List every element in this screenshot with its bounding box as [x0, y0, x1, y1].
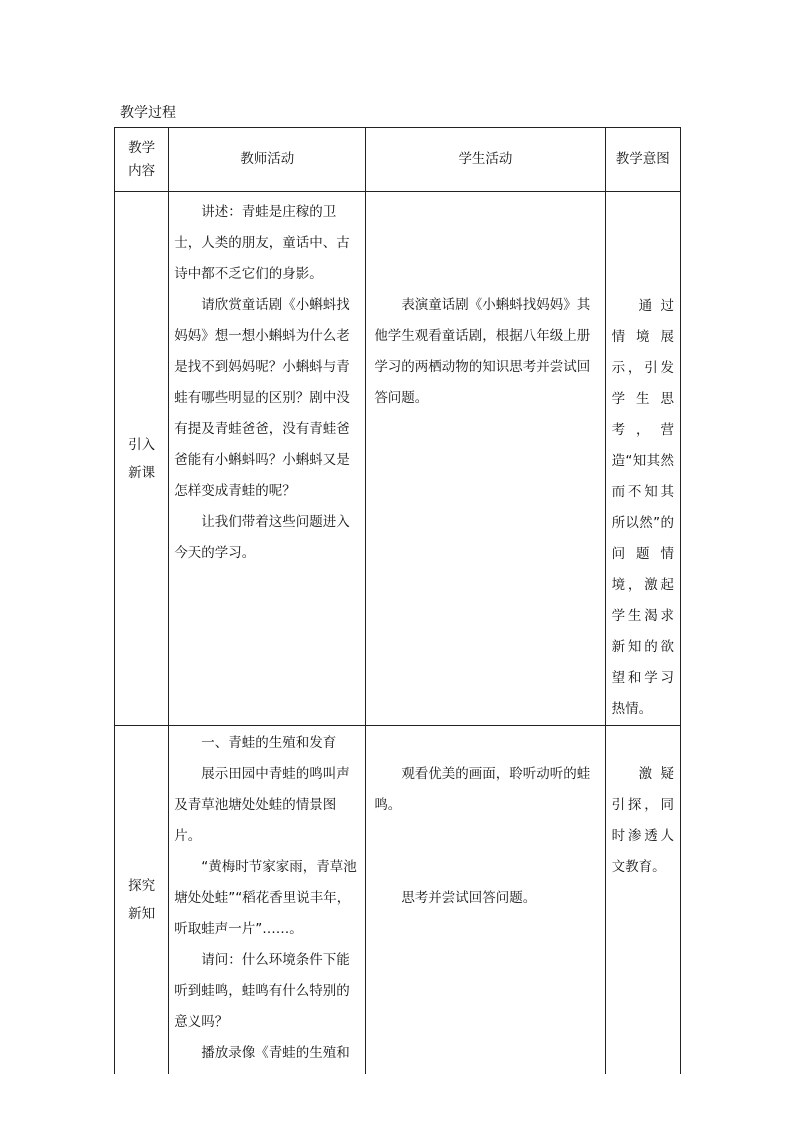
teacher-activity-cell: [169, 192, 366, 726]
header-teacher: 教师活动: [169, 128, 366, 192]
student-paragraph: 思考并尝试回答问题。: [401, 890, 537, 906]
teacher-paragraph: 让我们带着这些问题进入今天的学习。: [174, 514, 350, 561]
intent-text: 通过情境展示，引发学生思考，营造“知其然而不知其所以然”的问题情境，激起学生渴求新知的欲望和学习热情。: [611, 298, 674, 717]
teacher-paragraph: “黄梅时节家家雨，青草池塘处处蛙”“稻花香里说丰年，听取蛙声一片”……。: [174, 859, 357, 937]
table-row: [115, 726, 681, 1075]
teacher-paragraph: 展示田园中青蛙的鸣叫声及青草池塘处处蛙的情景图片。: [174, 766, 350, 844]
table-header-row: [115, 128, 681, 192]
table-row: [115, 192, 681, 726]
teacher-paragraph: 请欣赏童话剧《小蝌蚪找妈妈》想一想小蝌蚪为什么老是找不到妈妈呢？小蝌蚪与青蛙有哪些明显的区别？剧中没有提及青蛙爸爸，没有青蛙爸爸能有小蝌蚪吗？小蝌蚪又是怎样变成青蛙的呢？: [174, 297, 350, 499]
header-student: 学生活动: [366, 128, 605, 192]
teaching-process-table: [114, 127, 681, 1074]
student-activity-cell: [366, 726, 605, 1075]
header-content: 教学内容: [115, 128, 169, 192]
header-intent: 教学意图: [605, 128, 680, 192]
teacher-paragraph: 请问：什么环境条件下能听到蛙鸣，蛙鸣有什么特别的意义吗？: [174, 952, 350, 1030]
teacher-activity-cell: [169, 726, 366, 1075]
row-content-label: 探究新知: [115, 726, 169, 1075]
section-title: 教学过程: [120, 105, 176, 121]
teacher-paragraph: 播放录像《青蛙的生殖和: [201, 1045, 350, 1061]
row-content-label: 引入新课: [115, 192, 169, 726]
intent-text: 激疑引探，同时渗透人文教育。: [611, 766, 674, 875]
intent-cell: [605, 726, 680, 1075]
student-paragraph: 观看优美的画面，聆听动听的蛙鸣。: [374, 766, 591, 813]
teacher-paragraph: 一、青蛙的生殖和发育: [201, 735, 337, 751]
student-paragraph: 表演童话剧《小蝌蚪找妈妈》其他学生观看童话剧，根据八年级上册学习的两栖动物的知识思考并尝试回答问题。: [374, 297, 591, 406]
teacher-paragraph: 讲述：青蛙是庄稼的卫士，人类的朋友，童话中、古诗中都不乏它们的身影。: [174, 204, 350, 282]
intent-cell: [605, 192, 680, 726]
student-activity-cell: [366, 192, 605, 726]
